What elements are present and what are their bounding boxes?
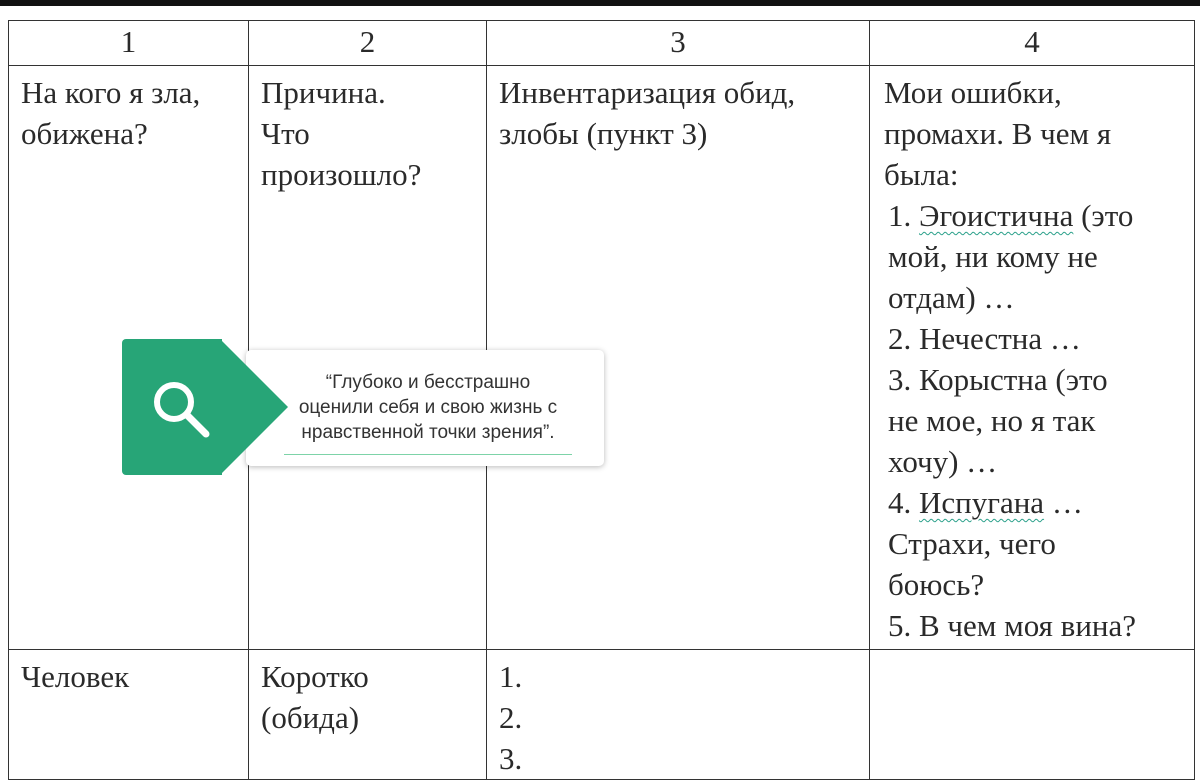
cell-short	[249, 650, 487, 780]
cell-text: была:	[884, 157, 959, 192]
tooltip-line: оценили себя и свою жизнь с	[298, 397, 558, 418]
item-number: 1.	[888, 198, 919, 233]
cell-text: не мое, но я так	[888, 403, 1096, 438]
cell-numbered-list	[487, 650, 870, 780]
cell-text: Человек	[21, 659, 130, 694]
list-item: 5. В чем моя вина?	[888, 608, 1137, 643]
cell-text: Инвентаризация обид,	[499, 75, 796, 110]
header-row	[9, 21, 1195, 66]
list-item	[884, 482, 1184, 523]
cell-text: произошло?	[261, 157, 422, 192]
table-row	[9, 650, 1195, 780]
spellcheck-word: Эгоистична	[919, 198, 1074, 233]
column-number-3: 3	[487, 21, 870, 66]
cell-text: отдам) …	[888, 280, 1015, 315]
column-number-1: 1	[9, 21, 249, 66]
item-word: Корыстна	[919, 362, 1048, 397]
cell-text: Что	[261, 116, 310, 151]
list-item: 2.	[499, 700, 523, 735]
cell-text: Страхи, чего	[888, 526, 1056, 561]
cell-mistakes	[870, 66, 1195, 650]
item-number: 4.	[888, 485, 919, 520]
item-number: 3.	[888, 362, 919, 397]
tooltip-line: “Глубоко и бесстрашно	[325, 372, 531, 393]
list-item	[884, 359, 1184, 400]
cell-text: Мои ошибки,	[884, 75, 1062, 110]
cell-text: боюсь?	[888, 567, 985, 602]
cell-text: (обида)	[261, 700, 360, 735]
cell-person	[9, 650, 249, 780]
search-icon[interactable]	[150, 378, 212, 440]
cell-empty	[870, 650, 1195, 780]
cell-text: Причина.	[261, 75, 386, 110]
list-item: 1.	[499, 659, 523, 694]
cell-text: обижена?	[21, 116, 148, 151]
cell-text: мой, ни кому не	[888, 239, 1098, 274]
column-number-4: 4	[870, 21, 1195, 66]
list-item: 2. Нечестна …	[888, 321, 1081, 356]
item-text: …	[1044, 485, 1083, 520]
cell-text: хочу) …	[888, 444, 998, 479]
tooltip-underline	[284, 454, 572, 455]
cell-text: промахи. В чем я	[884, 116, 1112, 151]
cell-text: Коротко	[261, 659, 369, 694]
cell-text: На кого я зла,	[21, 75, 201, 110]
spellcheck-word: Испугана	[919, 485, 1045, 520]
column-number-2: 2	[249, 21, 487, 66]
list-item: 3.	[499, 741, 523, 776]
tooltip-line: нравственной точки зрения”.	[301, 422, 555, 443]
item-text: (это	[1073, 198, 1134, 233]
tooltip-quote	[268, 370, 588, 445]
list-item	[884, 195, 1184, 236]
cell-text: злобы (пункт 3)	[499, 116, 708, 151]
item-text: (это	[1047, 362, 1108, 397]
